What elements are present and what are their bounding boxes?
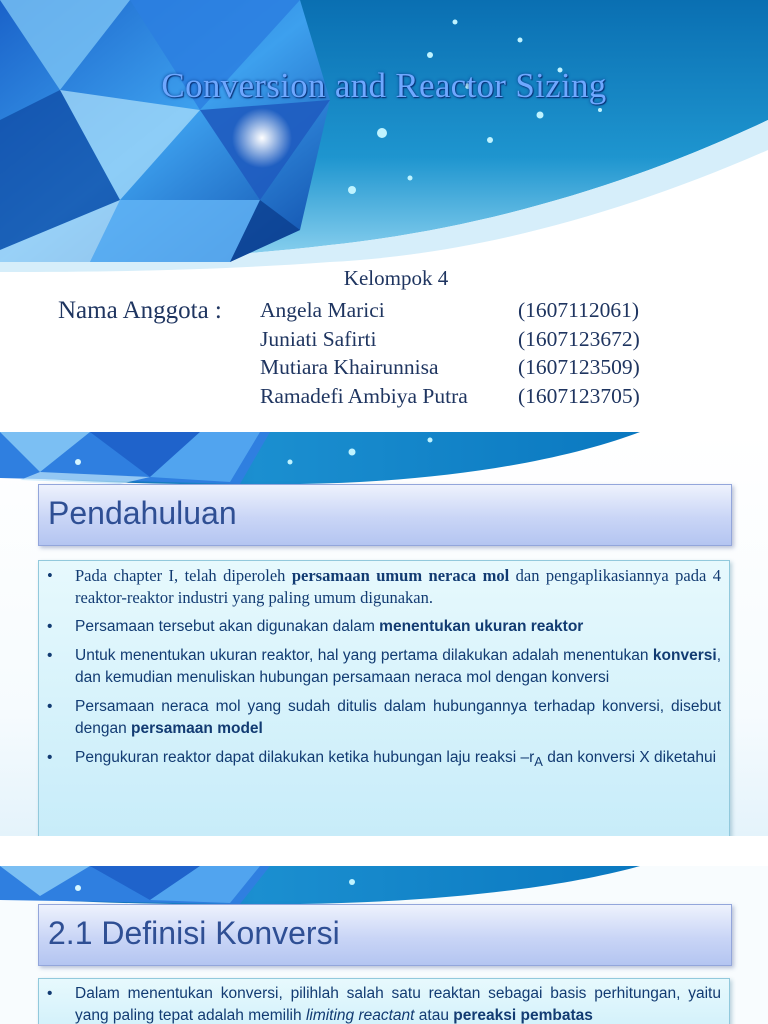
member-name: Ramadefi Ambiya Putra — [260, 383, 468, 408]
member-id: (1607112061) — [518, 298, 640, 322]
members-label: Nama Anggota : — [58, 297, 222, 324]
section-title: Pendahuluan — [48, 495, 237, 531]
bullet-text: Untuk menentukan ukuran reaktor, hal yang pertama dilakukan adalah menentukan — [75, 647, 653, 664]
members-list — [260, 298, 680, 412]
bullet-italic: limiting reactant — [305, 1007, 415, 1024]
slide-title: Conversion and Reactor Sizing — [161, 66, 607, 105]
bullet-emphasis: menentukan ukuran reaktor — [379, 618, 584, 635]
subscript: A — [534, 754, 543, 770]
bullet-list — [47, 983, 721, 1024]
member-row — [260, 327, 680, 356]
list-item — [47, 616, 721, 638]
list-item — [47, 645, 721, 689]
bullet-text: dan pengaplikasiannya pada 4 reaktor-reaktor industri yang paling umum digunakan. — [75, 566, 721, 607]
list-item — [47, 747, 721, 773]
bullet-text: dan konversi X diketahui — [542, 749, 717, 766]
bullet-emphasis: persamaan umum neraca mol — [291, 566, 510, 585]
member-id: (1607123509) — [518, 355, 640, 379]
group-label: Kelompok 4 — [343, 266, 449, 290]
bullet-text: Persamaan neraca mol yang sudah ditulis dalam hubungannya terhadap konversi, disebut dengan — [75, 698, 721, 737]
member-row — [260, 384, 680, 413]
member-id: (1607123705) — [518, 383, 640, 408]
bullet-text: Pada chapter I, telah diperoleh — [75, 566, 292, 585]
section-header — [38, 484, 732, 546]
bullet-emphasis: persamaan model — [131, 720, 263, 737]
bullet-list — [47, 565, 721, 773]
bullet-text: Persamaan tersebut akan digunakan dalam — [75, 618, 380, 635]
member-name: Angela Marici — [260, 298, 385, 322]
content-box — [38, 978, 730, 1024]
bullet-text: Pengukuran reaktor dapat dilakukan ketika hubungan laju reaksi –r — [75, 749, 535, 766]
list-item — [47, 696, 721, 740]
list-item — [47, 983, 721, 1024]
title-slide — [0, 0, 768, 412]
member-name: Juniati Safirti — [260, 326, 377, 351]
bullet-text: atau — [414, 1007, 454, 1024]
section-title: 2.1 Definisi Konversi — [48, 915, 340, 951]
pendahuluan-slide — [0, 432, 768, 836]
bullet-emphasis: pereaksi pembatas — [453, 1007, 593, 1024]
bullet-emphasis: konversi — [652, 647, 717, 664]
list-item — [47, 565, 721, 609]
member-row — [260, 355, 680, 384]
section-header — [38, 904, 732, 966]
bullet-text: , dan kemudian menuliskan hubungan persamaan neraca mol dengan konversi — [75, 647, 721, 686]
member-row — [260, 298, 680, 327]
bullet-text: Dalam menentukan konversi, pilihlah salah satu reaktan sebagai basis perhitungan, yaitu yang paling tepat adalah memilih — [75, 985, 721, 1024]
member-id: (1607123672) — [518, 326, 640, 351]
definisi-slide — [0, 866, 768, 1024]
member-name: Mutiara Khairunnisa — [260, 355, 439, 379]
content-box — [38, 560, 730, 836]
